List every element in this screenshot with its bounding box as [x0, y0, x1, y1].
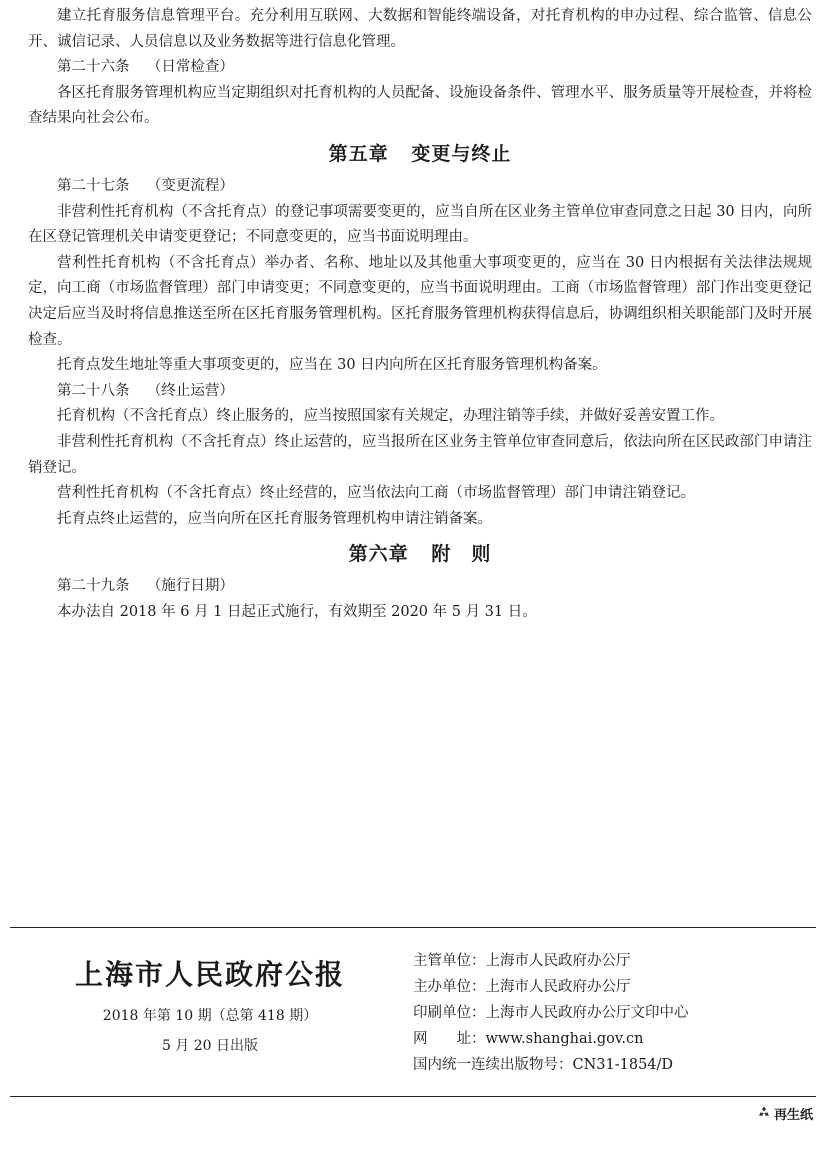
chapter-5-name: 变更与终止 [411, 142, 512, 165]
credit-label: 主办单位： [413, 979, 486, 995]
gazette-publish-date: 5 月 20 日出版 [161, 1038, 259, 1054]
article-27-paragraph-3: 托育点发生地址等重大事项变更的，应当在 30 日内向所在区托育服务管理机构备案。 [57, 357, 607, 374]
article-29-paragraph: 本办法自 2018 年 6 月 1 日起正式施行，有效期至 2020 年 5 月 31 日。 [57, 603, 537, 620]
article-26-number: 第二十六条 [57, 59, 130, 76]
chapter-5-number: 第五章 [328, 142, 389, 165]
article-28-paragraph-4: 托育点终止运营的，应当向所在区托育服务管理机构申请注销备案。 [57, 510, 492, 527]
article-28-number: 第二十八条 [57, 382, 130, 399]
recycled-paper-label: 再生纸 [773, 1108, 813, 1123]
article-26-paragraph: 各区托育服务管理机构应当定期组织对托育机构的人员配备、设施设备条件、管理水平、服务质量等开展检查，并将检查结果向社会公布。 [28, 84, 812, 127]
credit-value: 上海市人民政府办公厅 [485, 979, 631, 995]
recycled-paper-mark [757, 1104, 813, 1123]
chapter-6-heading [28, 542, 812, 566]
chapter-6-name: 附 则 [431, 543, 492, 566]
credit-row-sponsor [413, 974, 813, 1000]
gazette-masthead [40, 955, 380, 1057]
article-28-heading [28, 379, 812, 405]
article-28-paragraph-2: 非营利性托育机构（不含托育点）终止运营的，应当报所在区业务主管单位审查同意后，依法向所在区民政部门申请注销登记。 [28, 433, 812, 476]
gazette-title: 上海市人民政府公报 [74, 958, 345, 991]
article-27-heading [28, 174, 812, 200]
chapter-5-heading [28, 142, 812, 166]
credit-value: www.shanghai.gov.cn [485, 1031, 644, 1047]
article-26-subtitle: （日常检查） [146, 59, 234, 76]
paragraph-platform: 建立托育服务信息管理平台。充分利用互联网、大数据和智能终端设备，对托育机构的申办过程、综合监管、信息公开、诚信记录、人员信息以及业务数据等进行信息化管理。 [28, 8, 812, 50]
recycle-icon [757, 1105, 771, 1123]
credit-label: 网 址： [413, 1031, 486, 1047]
article-27-number: 第二十七条 [57, 177, 130, 194]
credit-label: 主管单位： [413, 953, 486, 969]
article-29-subtitle: （施行日期） [146, 578, 234, 595]
article-28-paragraph-1: 托育机构（不含托育点）终止服务的，应当按照国家有关规定，办理注销等手续，并做好妥善安置工作。 [57, 408, 724, 425]
article-27-paragraph-2: 营利性托育机构（不含托育点）举办者、名称、地址以及其他重大事项变更的，应当在 30 日内根据有关法律法规规定，向工商（市场监督管理）部门申请变更；不同意变更的，应当书面说明理由。工商（市场监督管理）部门作出变更登记决定后应当及时将信息推送至所在区托育服务管理机构。区托育服务管理机构获得信息后，协调组织相关职能部门及时开展检查。 [28, 254, 812, 348]
article-28-paragraph-3: 营利性托育机构（不含托育点）终止经营的，应当依法向工商（市场监督管理）部门申请注销登记。 [57, 485, 695, 502]
footer-bottom-rule [10, 1096, 816, 1097]
credit-value: 上海市人民政府办公厅文印中心 [485, 1005, 689, 1021]
gazette-issue: 2018 年第 10 期（总第 418 期） [102, 1008, 318, 1024]
article-29-number: 第二十九条 [57, 578, 130, 595]
credit-row-printer [413, 1000, 813, 1026]
credit-row-serial-number [413, 1052, 813, 1078]
article-28-subtitle: （终止运营） [146, 382, 234, 399]
credit-row-website [413, 1026, 813, 1052]
article-27-paragraph-1: 非营利性托育机构（不含托育点）的登记事项需要变更的，应当自所在区业务主管单位审查同意之日起 30 日内，向所在区登记管理机关申请变更登记；不同意变更的，应当书面说明理由。 [28, 203, 812, 246]
credit-label: 国内统一连续出版物号： [413, 1057, 573, 1073]
credit-value: CN31-1854/D [572, 1057, 674, 1073]
credit-row-supervisor [413, 948, 813, 974]
credit-label: 印刷单位： [413, 1005, 486, 1021]
document-body [28, 4, 812, 625]
chapter-6-number: 第六章 [348, 543, 409, 566]
article-26-heading [28, 55, 812, 81]
article-27-subtitle: （变更流程） [146, 177, 234, 194]
footer-top-rule [10, 927, 816, 928]
publication-credits [413, 948, 813, 1078]
credit-value: 上海市人民政府办公厅 [485, 953, 631, 969]
article-29-heading [28, 574, 812, 600]
